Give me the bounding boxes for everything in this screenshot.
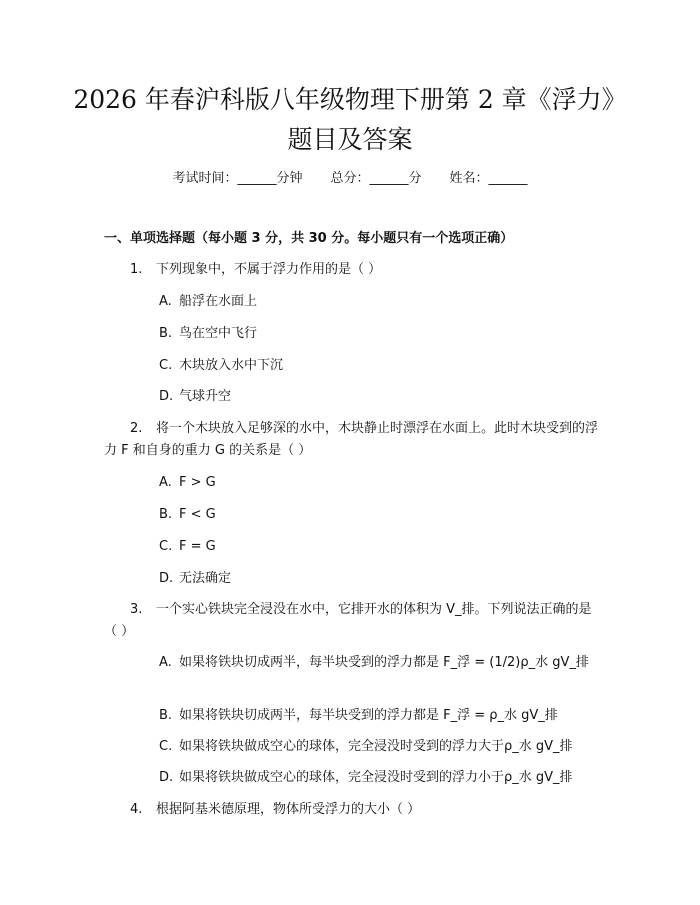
question-3-option-b: B. 如果将铁块切成两半，每半块受到的浮力都是 F_浮 = ρ_水 gV_排 [159, 708, 558, 723]
question-text: 一个实心铁块完全浸没在水中，它排开水的体积为 V_排。下列说法正确的是（ ） [104, 602, 592, 639]
question-3-option-d: D. 如果将铁块做成空心的球体，完全浸没时受到的浮力小于ρ_水 gV_排 [159, 770, 573, 785]
question-2-option-c: C. F = G [159, 539, 216, 554]
question-3 [104, 599, 604, 643]
exam-time-field: 考试时间：______分钟 [172, 171, 303, 186]
question-number: 3. [130, 602, 143, 617]
question-number: 4. [130, 802, 143, 817]
question-number: 1. [130, 262, 143, 277]
question-2-option-a: A. F > G [159, 475, 216, 490]
question-1-option-c: C. 木块放入水中下沉 [159, 358, 284, 373]
document-title: 2026 年春沪科版八年级物理下册第 2 章《浮力》题目及答案 [73, 85, 627, 154]
question-1 [104, 259, 604, 281]
question-1-option-d: D. 气球升空 [159, 389, 232, 404]
question-text: 下列现象中，不属于浮力作用的是（ ） [156, 262, 382, 277]
question-3-option-c: C. 如果将铁块做成空心的球体，完全浸没时受到的浮力大于ρ_水 gV_排 [159, 739, 573, 754]
question-2-option-b: B. F < G [159, 507, 216, 522]
student-name-field: 姓名：______ [449, 171, 528, 186]
question-number: 2. [130, 421, 143, 436]
question-1-option-b: B. 鸟在空中飞行 [159, 326, 258, 341]
question-3-option-a: A. 如果将铁块切成两半，每半块受到的浮力都是 F_浮 = (1/2)ρ_水 gV_排 [159, 655, 589, 670]
question-4 [104, 799, 604, 821]
section-heading: 一、单项选择题（每小题 3 分，共 30 分。每小题只有一个选项正确） [104, 231, 514, 246]
question-1-option-a: A. 船浮在水面上 [159, 294, 258, 309]
total-score-field: 总分：______分 [330, 171, 422, 186]
question-2-option-d: D. 无法确定 [159, 571, 232, 586]
question-text: 根据阿基米德原理，物体所受浮力的大小（ ） [156, 802, 421, 817]
question-2 [104, 418, 604, 462]
question-text: 将一个木块放入足够深的水中，木块静止时漂浮在水面上。此时木块受到的浮力 F 和自身的重力 G 的关系是（ ） [104, 421, 599, 458]
exam-info [0, 170, 700, 188]
